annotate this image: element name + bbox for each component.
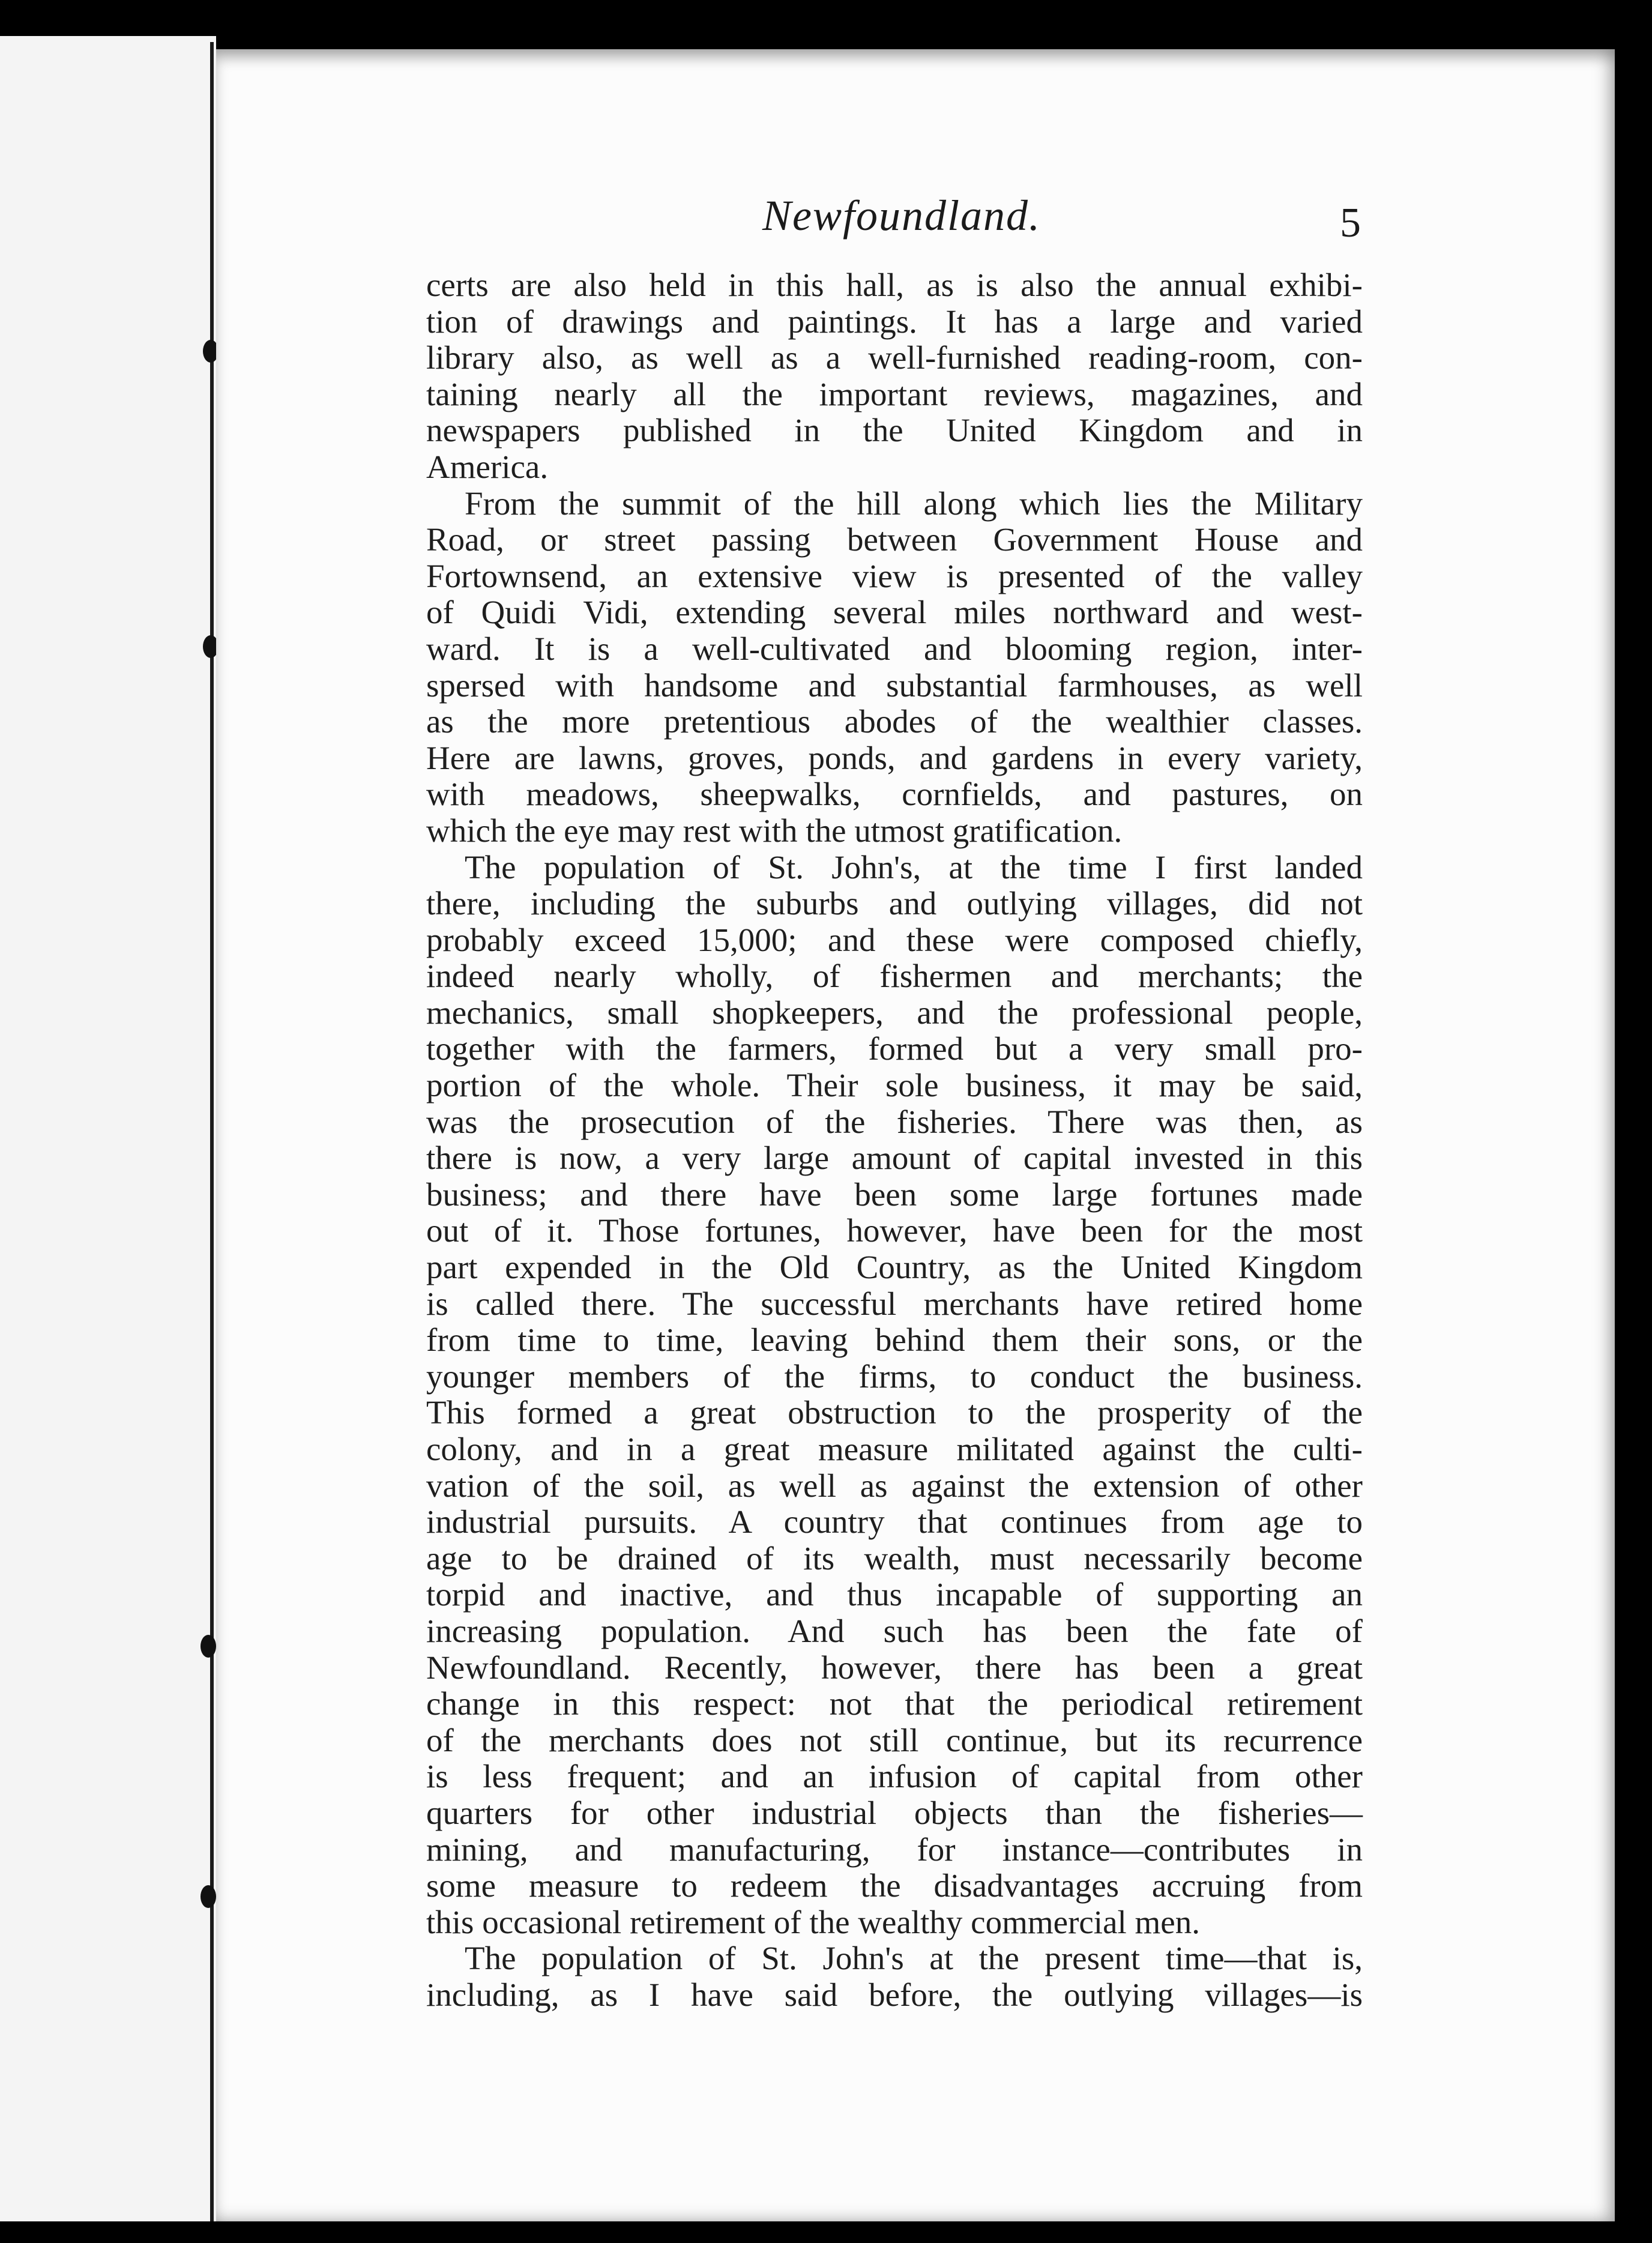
- text-line: of Quidi Vidi, extending several miles northward and west-: [426, 594, 1363, 631]
- text-line: together with the farmers, formed but a very small pro-: [426, 1030, 1363, 1067]
- text-line: younger members of the firms, to conduct the business.: [426, 1357, 1363, 1395]
- text-line: this occasional retirement of the wealthy commercial men.: [426, 1903, 1200, 1940]
- text-line: indeed nearly wholly, of fishermen and merchants; the: [426, 958, 1363, 995]
- text-line: change in this respect: not that the periodical retirement: [426, 1685, 1363, 1722]
- page-number: 5: [1340, 200, 1361, 246]
- text-line: of the merchants does not still continue, but its recurrence: [426, 1721, 1363, 1758]
- text-line: business; and there have been some large fortunes made: [426, 1176, 1363, 1213]
- text-line: newspapers published in the United Kingdom and in: [426, 412, 1363, 449]
- text-line: This formed a great obstruction to the prosperity of the: [426, 1394, 1363, 1431]
- scan-border-bottom: [0, 2221, 1652, 2243]
- paragraph: [426, 486, 1363, 850]
- text-line: portion of the whole. Their sole business, it may be said,: [426, 1067, 1363, 1104]
- text-line: The population of St. John's, at the time I first landed: [465, 848, 1363, 886]
- text-line: The population of St. John's at the present time—that is,: [465, 1940, 1363, 1977]
- text-line: is less frequent; and an infusion of capital from other: [426, 1758, 1363, 1795]
- text-line: probably exceed 15,000; and these were composed chiefly,: [426, 921, 1363, 958]
- text-line: Road, or street passing between Government House and: [426, 521, 1363, 558]
- text-line: is called there. The successful merchants have retired home: [426, 1285, 1363, 1322]
- paragraph: [426, 1940, 1363, 2013]
- text-line: America.: [426, 448, 549, 485]
- running-head: Newfoundland.: [762, 192, 1042, 240]
- text-line: quarters for other industrial objects than the fisheries—: [426, 1794, 1363, 1831]
- paragraph: [426, 850, 1363, 1941]
- text-line: industrial pursuits. A country that continues from age to: [426, 1503, 1363, 1541]
- binding-hole-icon: [200, 1635, 216, 1658]
- text-line: age to be drained of its wealth, must necessarily become: [426, 1539, 1363, 1577]
- text-line: Newfoundland. Recently, however, there has been a great: [426, 1649, 1363, 1686]
- text-line: part expended in the Old Country, as the United Kingdom: [426, 1249, 1363, 1286]
- text-line: with meadows, sheepwalks, cornfields, and pastures, on: [426, 776, 1363, 813]
- paragraph: [426, 267, 1363, 486]
- text-line: mining, and manufacturing, for instance—contributes in: [426, 1831, 1363, 1868]
- text-line: from time to time, leaving behind them their sons, or the: [426, 1321, 1363, 1359]
- binding-hole-icon: [200, 1885, 216, 1908]
- text-line: tion of drawings and paintings. It has a large and varied: [426, 303, 1363, 340]
- facing-page-edge: [0, 36, 216, 2221]
- text-line: Fortownsend, an extensive view is presented of the valley: [426, 557, 1363, 594]
- text-line: taining nearly all the important reviews, magazines, and: [426, 375, 1363, 412]
- text-line: was the prosecution of the fisheries. There was then, as: [426, 1103, 1363, 1140]
- text-line: mechanics, small shopkeepers, and the professional people,: [426, 994, 1363, 1031]
- text-line: increasing population. And such has been the fate of: [426, 1612, 1363, 1649]
- scan-border-top: [0, 0, 1652, 49]
- text-line: Here are lawns, groves, ponds, and gardens in every variety,: [426, 739, 1363, 776]
- scan-border-right: [1615, 49, 1652, 2221]
- text-line: including, as I have said before, the outlying villages—is: [426, 1976, 1363, 2013]
- text-line: there is now, a very large amount of capital invested in this: [426, 1140, 1363, 1177]
- text-line: there, including the suburbs and outlying villages, did not: [426, 885, 1363, 922]
- text-line: which the eye may rest with the utmost gratification.: [426, 812, 1123, 849]
- text-line: colony, and in a great measure militated against the culti-: [426, 1431, 1363, 1467]
- text-line: vation of the soil, as well as against the extension of other: [426, 1467, 1363, 1504]
- text-line: torpid and inactive, and thus incapable of supporting an: [426, 1576, 1363, 1613]
- text-line: some measure to redeem the disadvantages accruing from: [426, 1867, 1363, 1904]
- text-line: out of it. Those fortunes, however, have been for the most: [426, 1212, 1363, 1249]
- text-line: certs are also held in this hall, as is also the annual exhibi-: [426, 267, 1363, 303]
- text-line: spersed with handsome and substantial farmhouses, as well: [426, 666, 1363, 704]
- text-line: as the more pretentious abodes of the wealthier classes.: [426, 703, 1363, 740]
- text-line: ward. It is a well-cultivated and blooming region, inter-: [426, 630, 1363, 667]
- body-text: [426, 267, 1363, 2014]
- text-line: From the summit of the hill along which lies the Military: [465, 485, 1363, 522]
- text-line: library also, as well as a well-furnished reading-room, con-: [426, 339, 1363, 376]
